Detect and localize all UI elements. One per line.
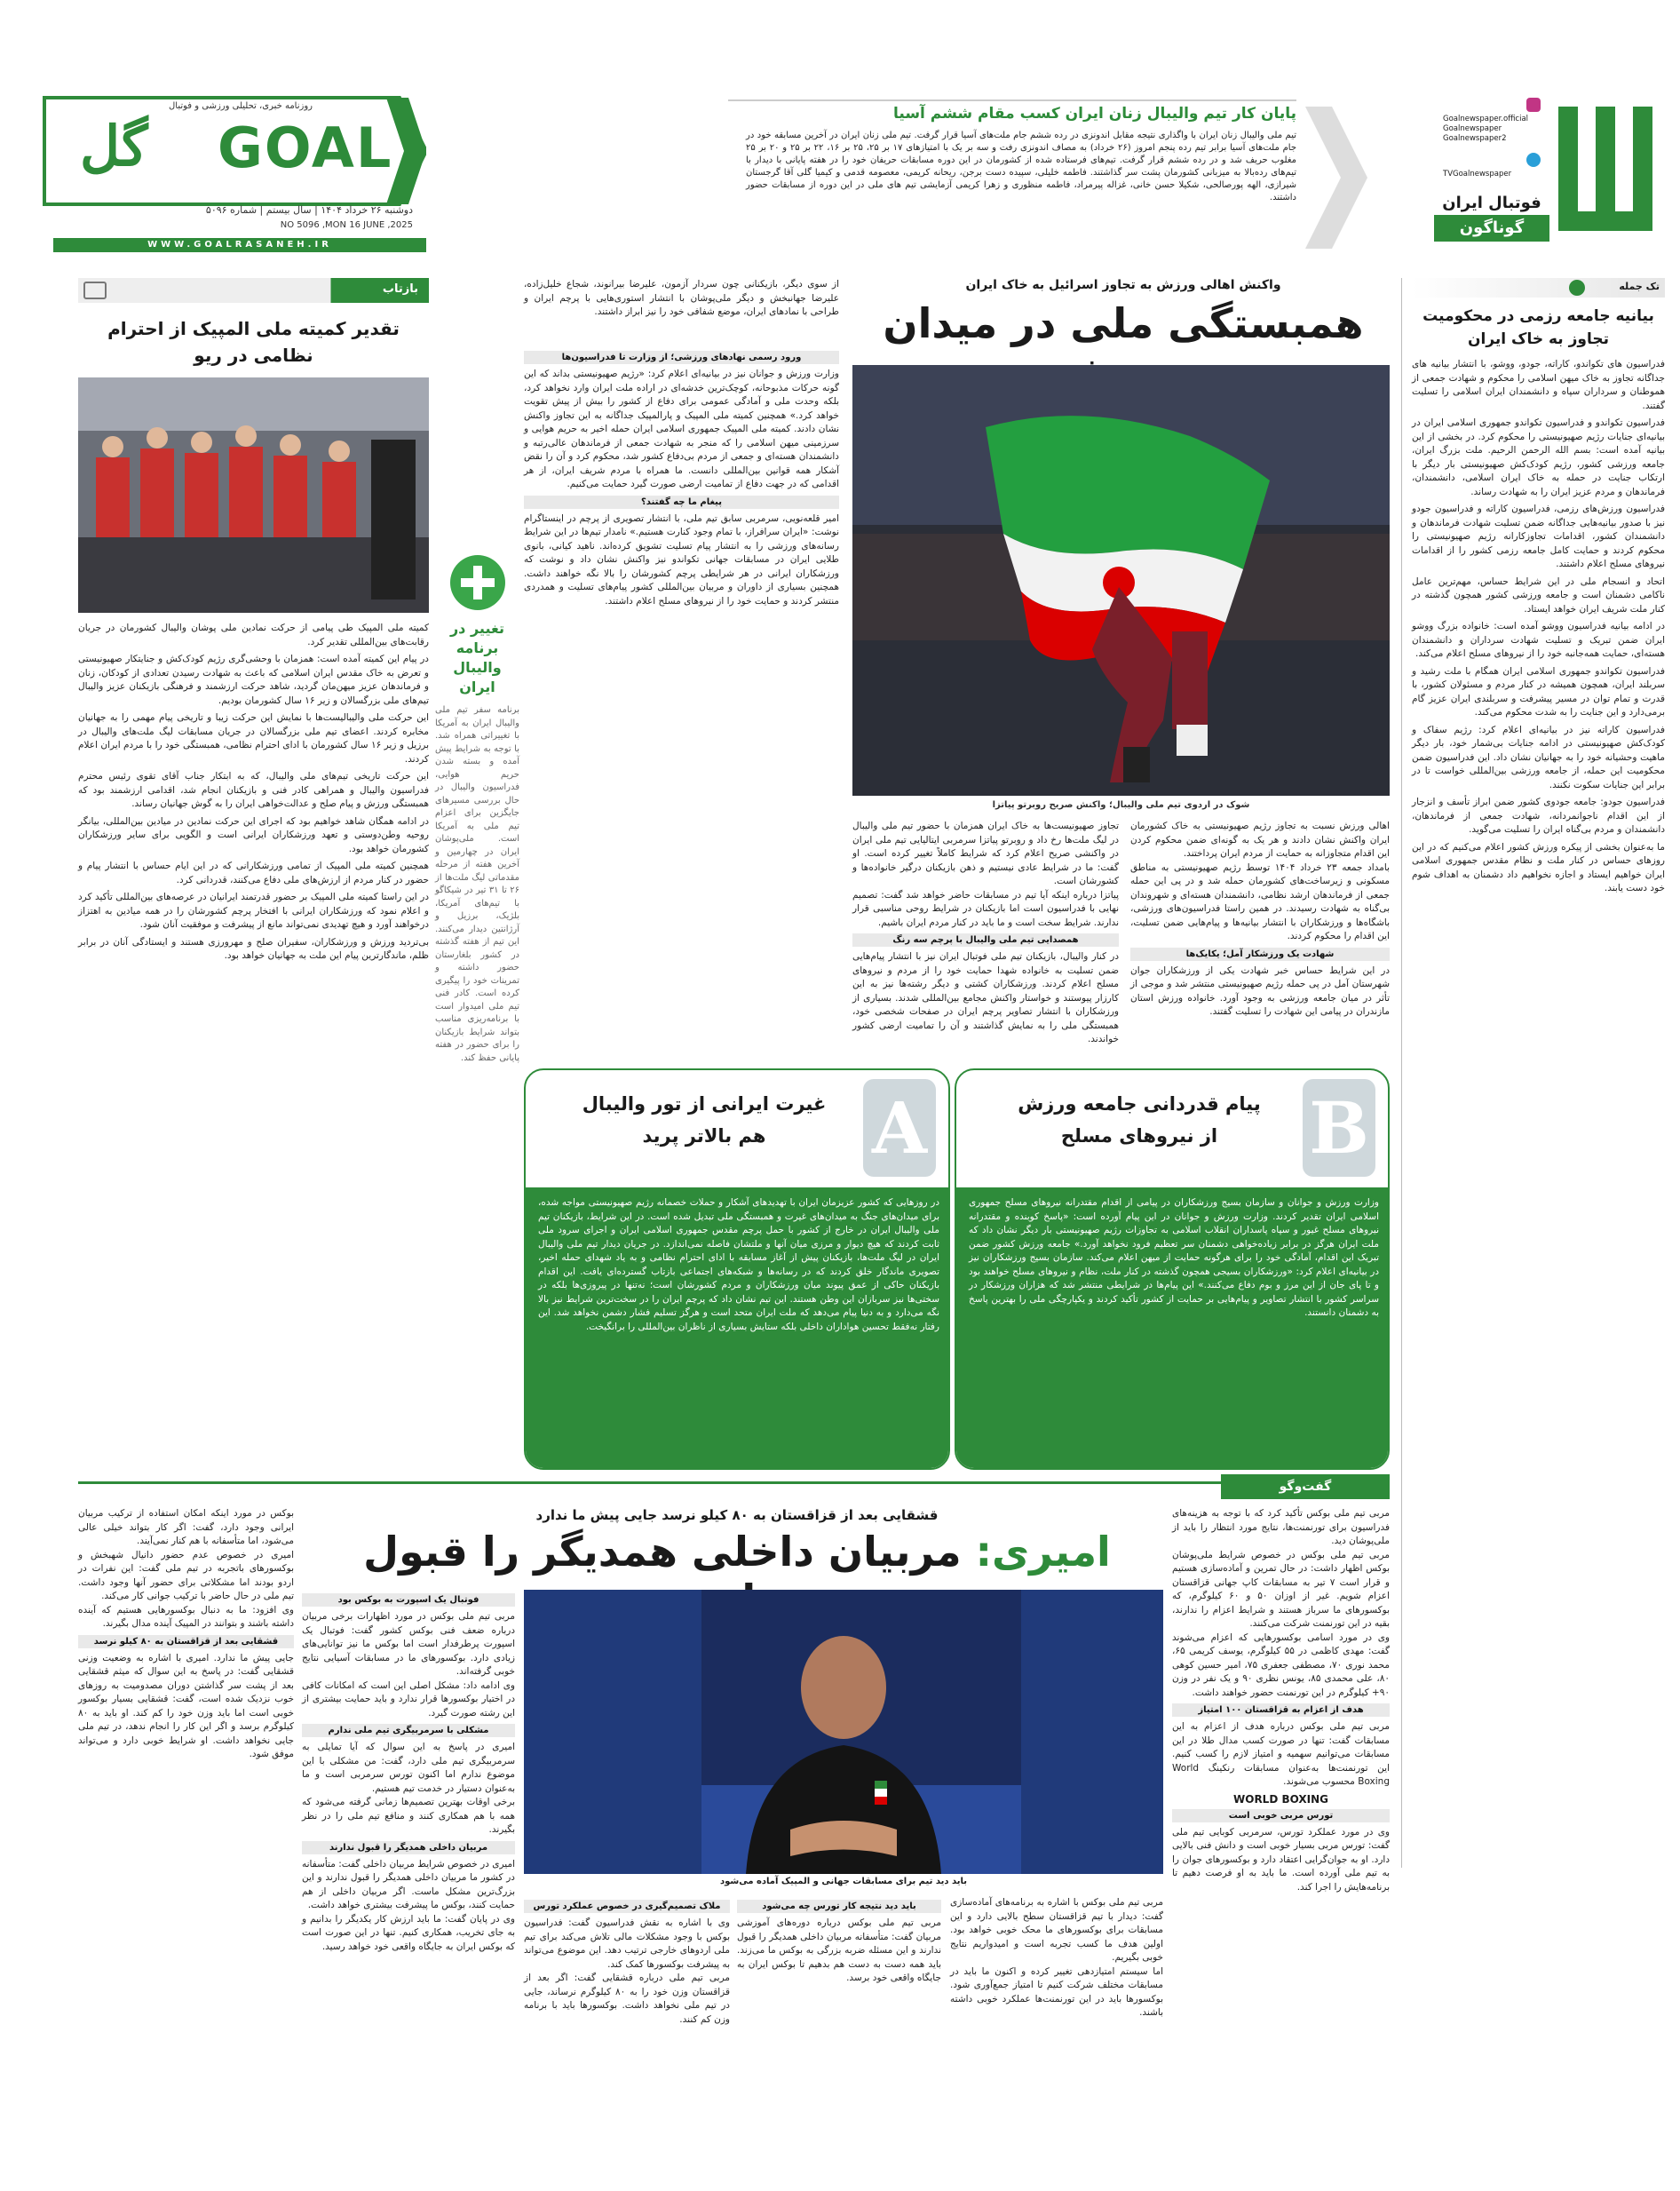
interview-col-4 xyxy=(524,1896,730,2027)
right-tag: تک جمله xyxy=(1619,281,1660,292)
left-tag-bar xyxy=(78,278,429,303)
header-lead xyxy=(435,98,1367,258)
telegram-icon xyxy=(1526,153,1541,167)
box-a-title-2: هم بالاتر پرید xyxy=(642,1125,766,1147)
left-paragraph: در این راستا کمیته ملی المپیک بر حضور قدرتمند ایرانیان در عرصه‌های بین‌المللی تأکید کرد و اعلام نمود که ورزشکاران ایرانی با افتخار پرچم کشورشان را در همه میادین به اهتزاز درخواهند آورد و هیچ تهدیدی نمی‌تواند مانع از پیشرفت و موفقیت آنان شود. xyxy=(78,892,429,930)
masthead xyxy=(0,0,1680,266)
lead-c-text: از سوی دیگر، بازیکنانی چون سردار آزمون، علیرضا بیرانوند، شجاع خلیل‌زاده، علیرضا جهانبخش و دیگر ملی‌پوشان با انتشار استوری‌هایی با پرچم ایران و طراحی با نمادهای ایران، موضع شفافی خود را نیز ابراز داشتند. xyxy=(524,279,839,317)
tag-icon xyxy=(1569,280,1585,296)
interview-sub-7: مربیان داخلی همدیگر را قبول ندارند xyxy=(302,1841,515,1854)
interview-c1-p3: وی در مورد اسامی بوکسورهایی که اعزام می‌شوند گفت: مهدی کاظمی در ۵۵ کیلوگرم، یوسف کریمی ۶۵، محمد نوری ۷۰، مصطفی جعفری ۷۵، امیر حسین کوهی ۸۰، علی محمدی ۸۵، یونس نظری ۹۰ و یک نفر در وزن ۹۰+ کیلوگرم در این تورنمنت حضور خواهند داشت. xyxy=(1172,1631,1390,1698)
goal-logo-block xyxy=(36,89,426,231)
left-body xyxy=(78,622,429,964)
interview-photo xyxy=(524,1590,1163,1874)
lead-kicker: واکنش اهالی ورزش به تجاوز اسرائیل به خاک ایران xyxy=(965,278,1281,292)
right-paragraph: فدراسیون تکواندو جمهوری اسلامی ایران همگام با ملت رشید و سربلند ایران، همچون همیشه در کنار مردم و مسئولان کشور، با قدرت و تمام توان در مسیر پیشرفت و سربلندی ایران عزیز گام برمی‌دارد و این جنایت را به شدت محکوم می‌کند. xyxy=(1412,665,1665,718)
photo-icon xyxy=(83,282,107,299)
team-salute-photo xyxy=(78,377,429,613)
right-title: بیانیه جامعه رزمی در محکومیت تجاوز به خاک ایران xyxy=(1422,307,1654,348)
box-b-body: وزارت ورزش و جوانان و سازمان بسیج ورزشکاران در پیامی از اقدام مقتدرانه نیروهای مسلح جمهوری اسلامی ایران تقدیر کردند. وزارت ورزش و جوانان در این پیام آورده است: «پاسخ کوبنده و مقتدرانه نیروهای مسلح غیور و سپاه پاسداران انقلاب اسلامی به تجاوزات رژیم صهیونیستی بار دیگر نشان داد که ملت ایران هرگز در برابر زیاده‌خواهی دشمنان سر تعظیم فرود نخواهد آورد.» جامعه ورزش کشور ضمن تبریک این اقدام، آمادگی خود را برای هرگونه حمایت از میهن اعلام می‌کند. سازمان بسیج ورزشکاران نیز در بیانیه‌ای اعلام کرد: «ورزشکاران بسیجی همچون گذشته در کنار ملت، نظام و نیروهای مسلح خواهند بود و تا پای جان از این مرز و بوم دفاع می‌کنند.» این پیام‌ها در شرایطی منتشر شد که هزاران ورزشکار در سراسر کشور با انتشار تصاویر و پیام‌هایی بر حمایت از کشور تأکید کردند و یکپارچگی ملی را بهترین پاسخ به دشمنان دانستند. xyxy=(956,1187,1390,1470)
volleyball-team-photo xyxy=(78,377,429,613)
right-body xyxy=(1412,358,1665,896)
interview-c1-p1: مربی تیم ملی بوکس تأکید کرد که با توجه به هزینه‌های فدراسیون برای تورنمنت‌ها، نتایج مورد انتظار را باید از ملی‌پوشان دید. xyxy=(1172,1508,1390,1546)
interview-photo-caption: باید دید تیم برای مسابقات جهانی و المپیک آماده می‌شود xyxy=(719,1877,968,1886)
world-boxing-logo: WORLD BOXING xyxy=(1233,1792,1328,1806)
social-telegram[interactable] xyxy=(1443,153,1541,179)
sub-c1: ورود رسمی نهادهای ورزشی؛ از وزارت تا فدراسیون‌ها xyxy=(524,351,839,364)
right-paragraph: فدراسیون کاراته نیز در بیانیه‌ای اعلام کرد: رژیم سفاک و کودک‌کش صهیونیستی در ادامه جنایات بی‌شمار خود، بار دیگر ماهیت وحشیانه خود را به جهانیان نشان داد. این فدراسیون ضمن محکومیت این حمله، از جامعه ورزشی بین‌المللی خواست تا در برابر این جنایات سکوت نکنند. xyxy=(1412,724,1665,790)
right-column xyxy=(1412,278,1665,1877)
interview-c5-p5: امیری در خصوص شرایط مربیان داخلی گفت: متأسفانه در کشور ما مربیان داخلی همدیگر را قبول ندارند و این بزرگ‌ترین مشکل ماست. اگر مربیان داخلی از هم حمایت کنند، بوکس ما پیشرفت بیشتری خواهد داشت. xyxy=(302,1858,515,1910)
lead-photo xyxy=(852,365,1390,796)
interview-c6-p2: امیری در خصوص عدم حضور دانیال شهبخش و بوکسورهای باتجربه در تیم ملی گفت: این نفرات در اردو بودند اما مشکلاتی برای حضور آنها وجود داشت. تیم ملی در حال حاضر با ترکیب جوانی کار می‌کند. xyxy=(78,1549,294,1601)
lead-col-c xyxy=(524,278,839,320)
left-paragraph: این حرکت ملی والیبالیست‌ها با نمایش این حرکت زیبا و تاریخی پیام مهمی را به جهانیان مخابره کردند. اعضای تیم ملی بزرگسالان در جریان مسابقات لیگ ملت‌های والیبال در برزیل و زیر ۱۶ سال کشورمان با ادای احترام نظامی، همبستگی خود را با مردم ایران اعلام کردند. xyxy=(78,712,430,765)
interview-col-6 xyxy=(78,1507,294,1762)
logo-text: GOAL xyxy=(218,115,393,180)
interview-c6-p3: وی افزود: ما به دنبال بوکسورهایی هستیم که آینده داشته باشند و بتوانند در المپیک آینده مدال بگیرند. xyxy=(78,1604,294,1629)
interview-sub-4: ملاک تصمیم‌گیری در خصوص عملکرد تورس xyxy=(524,1900,730,1913)
lead-story xyxy=(524,278,1390,1060)
box-b-title-1: پیام قدردانی جامعه ورزش xyxy=(1018,1093,1261,1115)
right-paragraph: در ادامه بیانیه فدراسیون ووشو آمده است: خانواده بزرگ ووشو ایران ضمن تبریک و تسلیت شهادت سرداران و دانشمندان هسته‌ای، حمایت همه‌جانبه خود را از نیروهای مسلح اعلام می‌کند. xyxy=(1412,621,1665,659)
interview-col-2 xyxy=(950,1896,1163,2020)
left-tag: بازتاب xyxy=(382,282,418,296)
box-a xyxy=(524,1068,950,1470)
left-column xyxy=(78,278,429,1459)
header-lead-text: تیم ملی والیبال زنان ایران با واگذاری نتیجه مقابل اندونزی در رده ششم جام ملت‌های آسیا قرار گرفت. تیم ملی زنان ایران در آخرین مسابقه خود در جام ملت‌های آسیا برابر تیم رده پنجم امروز (۲۶ خرداد) به مصاف اندونزی رفت و سه بر یک با امتیازهای ۱۷ بر ۲۵، ۲۵ بر ۱۶، ۲۲ بر ۲۵ و ۲۰ بر ۲۵ مغلوب حریف شد و در رده ششم قرار گرفت. تیم‌های فرستاده شده از کشورمان در این دوره مسابقات حریفان خود را در هفته پایانی با دیدار با تیم‌های رده‌بالا به میزبانی کشورمان پشت سر گذاشتند. فاطمه خلیلی، سپیده دست برجن، ریحانه کریمی، معصومه قدمی و کیمیا گلی آقا گرجستان شیرازی، الهه پورصالحی، شکیلا حسن خانی، غزاله پیرمراد، فاطمه منظوری و زهرا کریمی آزمایشی تیم های ملی در این دوره از مسابقات حضور داشتند. xyxy=(746,131,1297,202)
plus-icon xyxy=(450,555,505,610)
website-url[interactable]: WWW.GOALRASANEH.IR xyxy=(147,240,332,250)
lead-b-p1: تجاوز صهیونیست‌ها به خاک ایران همزمان با حضور تیم ملی والیبال در لیگ ملت‌ها رخ داد و روبرتو پیاتزا سرمربی ایتالیایی تیم ملی ایران در واکنشی صریح اعلام کرد که شرایط کاملاً تغییر کرده است. او گفت: ما در شرایط عادی نیستیم و ذهن بازیکنان درگیر خانواده‌ها و کشورشان است. xyxy=(852,821,1119,886)
left-paragraph: در ادامه همگان شاهد خواهیم بود که اجرای این حرکت نمادین در میادین بین‌المللی، بیانگر روحیه وطن‌دوستی و تعهد ورزشکاران ایرانی است و الگویی برای سایر ورزشکاران کشورمان خواهد بود. xyxy=(78,815,429,854)
box-b-letter: B xyxy=(1309,1086,1369,1170)
interview-c5-p4: برخی اوقات بهترین تصمیم‌ها زمانی گرفته می‌شود که همه با هم همکاری کنند و منافع تیم ملی را در نظر بگیرند. xyxy=(302,1797,515,1835)
left-paragraph: همچنین کمیته ملی المپیک از تمامی ورزشکارانی که در این ایام حساس با انتشار پیام و حضور در کنار مردم از ارزش‌های ملی دفاع می‌کنند، قدردانی کرد. xyxy=(78,861,429,885)
lead-col-b xyxy=(852,820,1119,1047)
interview-sub-1: هدف از اعزام به قزاقستان ۱۰۰ امتیاز xyxy=(1172,1703,1390,1717)
interview-tag xyxy=(1221,1474,1390,1499)
sub-b: همصدایی تیم ملی والیبال با پرچم سه رنگ xyxy=(852,933,1119,947)
box-a-title-1: غیرت ایرانی از تور والیبال xyxy=(582,1093,827,1115)
interview-c5-p6: وی در پایان گفت: ما باید ارزش کار یکدیگر را بدانیم و به جای تخریب، همکاری کنیم. تنها در این صورت است که بوکس ایران به جایگاه واقعی خود خواهد رسید. xyxy=(302,1913,515,1952)
right-paragraph: فدراسیون جودو: جامعه جودوی کشور ضمن ابراز تأسف و انزجار از این اقدام ناجوانمردانه، شهادت جمعی از فرماندهان، دانشمندان و مردم بی‌گناه ایران را تسلیت می‌گوید. xyxy=(1412,797,1665,835)
left-paragraph: این حرکت تاریخی تیم‌های ملی والیبال، که به ابتکار جناب آقای تقوی رئیس محترم فدراسیون والیبال و همراهی کادر فنی و بازیکنان انجام شد، اقدامی ارزشمند بود که همبستگی ورزش و پیام صلح و عدالت‌خواهی ایران را به گوش جهانیان رساند. xyxy=(78,771,429,809)
lead-c1-text: وزارت ورزش و جوانان نیز در بیانیه‌ای اعلام کرد: «رژیم صهیونیستی بداند که این گونه حرکات مذبوحانه، کوچک‌ترین خدشه‌ای در اراده ملت ایران وارد نخواهد کرد، بلکه وحدت ملی و آمادگی عمومی برای دفاع از کشور را بیش از پیش تقویت خواهد کرد.» همچنین کمیته ملی المپیک و پارالمپیک جداگانه به این تجاوز واکنش نشان دادند. کمیته ملی المپیک جمهوری اسلامی ایران حمله اخیر به حریم هوایی و سرزمینی میهن اسلامی را که منجر به شهادت جمعی از فرماندهان عالی‌رتبه و دانشمندان هسته‌ای و جمعی از مردم بی‌دفاع کشور شد، محکوم کرد و آن را نقض آشکار همه قوانین بین‌المللی دانست. ما همراه با مردم شریف ایران، از هر اقدامی که در جهت دفاع از تمامیت ارضی صورت گیرد حمایت می‌کنیم. xyxy=(524,369,839,489)
header-arrow-icon xyxy=(1305,107,1367,249)
interview-col-1 xyxy=(1172,1507,1390,1894)
section-badge xyxy=(1399,98,1665,258)
interview-c3-p1: مربی تیم ملی بوکس درباره دوره‌های آموزشی مربیان گفت: متأسفانه مربیان داخلی همدیگر را قبول ندارند و این مسئله ضربه بزرگی به بوکس ما می‌زند. باید همه دست به دست هم بدهیم تا بوکس ایران به جایگاه واقعی خود برسد. xyxy=(737,1917,941,1983)
interview-c1-p4: مربی تیم ملی بوکس درباره هدف از اعزام به این مسابقات گفت: تنها در صورت کسب مدال طلا در این مسابقات می‌توانیم سهمیه و امتیاز لازم را کسب کنیم. این تورنمنت‌ها به‌عنوان مسابقات رنکینگ World Boxing محسوب می‌شوند. xyxy=(1172,1721,1390,1787)
logo-text-fa: گل xyxy=(80,114,148,179)
interview-tag-label: گفت‌وگو xyxy=(1279,1480,1332,1494)
date-en: NO 5096 ,MON 16 JUNE ,2025 xyxy=(280,220,413,230)
telegram-handle: TVGoalnewspaper xyxy=(1443,170,1512,179)
sidebar-body: برنامه سفر تیم ملی والیبال ایران به آمریکا با تغییراتی همراه شد. با توجه به شرایط پیش آمده و بسته شدن حریم هوایی، فدراسیون والیبال در حال بررسی مسیرهای جایگزین برای اعزام تیم ملی به آمریکا است. ملی‌پوشان ایران در چهارمین و آخرین هفته از مرحله مقدماتی لیگ ملت‌ها از ۲۶ تا ۳۱ تیر در شیکاگو با تیم‌های آمریکا، بلژیک، برزیل و آرژانتین دیدار می‌کنند. این تیم از هفته گذشته در کشور بلغارستان حضور داشته و تمرینات خود را پیگیری کرده است. کادر فنی تیم ملی امیدوار است با برنامه‌ریزی مناسب بتواند شرایط بازیکنان را برای حضور در هفته پایانی حفظ کند. xyxy=(435,705,520,1063)
interview-sub-3: باید دید نتیجه کار تورس چه می‌شود xyxy=(737,1900,941,1913)
right-paragraph: فدراسیون های تکواندو، کاراته، جودو، ووشو، با انتشار بیانیه های جداگانه تجاوز به خاک میهن اسلامی را محکوم و شهادت جمعی از هموطنان و سرداران سپاه و دانشمندان ایران اسلامی را تسلیت گفتند. xyxy=(1412,359,1665,411)
section-logo-icon xyxy=(1549,98,1665,258)
lead-b-p2: پیاتزا درباره اینکه آیا تیم در مسابقات حاضر خواهد شد گفت: تصمیم نهایی با فدراسیون است اما بازیکنان در شرایط روحی مناسبی قرار ندارند. شرایط سخت است و ما باید در کنار مردم ایران باشیم. xyxy=(852,889,1119,928)
section-label: فوتبال ایران xyxy=(1442,194,1541,212)
section-label2: گوناگون xyxy=(1434,215,1549,242)
lead-title: همبستگی ملی در میدان xyxy=(883,299,1364,347)
interview-c5-p3: امیری در پاسخ به این سوال که آیا تمایلی به سرمربیگری تیم ملی دارد، گفت: من مشکلی با این موضوع ندارم اما اکنون تورس سرمربی است و ما به‌عنوان دستیار در خدمت تیم هستیم. xyxy=(302,1742,515,1794)
left-paragraph: در پیام این کمیته آمده است: همزمان با وحشی‌گری رژیم کودک‌کش و جنایتکار صهیونیستی و تعرض به خاک مقدس ایران اسلامی که باعث به شهادت رسیدن تعدادی از کودکان، زنان و فرماندهان عزیز میهن‌مان گردید، شاهد حرکت ارزشمند و فرهنگی بازیکنان عزیز والیبال تیم‌های ملی بزرگسالان و زیر ۱۶ سال کشورمان بودیم. xyxy=(78,654,429,706)
interview-c1-p5: وی در مورد عملکرد تورس، سرمربی کوبایی تیم ملی گفت: تورس مربی بسیار خوبی است و دانش فنی بالایی دارد. او به جوان‌گرایی اعتقاد دارد و بوکسورهای جوان را به تیم ملی آورده است. ما باید به او فرصت دهیم تا برنامه‌هایش را اجرا کند. xyxy=(1172,1826,1390,1893)
interview-c4-p2: مربی تیم ملی درباره قشقایی گفت: اگر بعد از قزاقستان وزن خود را به ۸۰ کیلوگرم نرساند، جایی در تیم ملی نخواهد داشت. بوکسورها باید با برنامه وزن کم کنند. xyxy=(524,1973,730,2025)
sidebar-title: تغییر در برنامه والیبال ایران xyxy=(449,620,505,695)
website-bar xyxy=(53,238,426,252)
column-divider xyxy=(1401,278,1402,1868)
lead-col-c1 xyxy=(524,347,839,608)
box-a-letter-bg xyxy=(863,1079,936,1177)
box-b-letter-bg xyxy=(1303,1079,1375,1177)
right-paragraph: فدراسیون تکواندو و فدراسیون تکواندو جمهوری اسلامی ایران در بیانیه‌ای جنایات رژیم صهیونیستی را محکوم کرد. در بخشی از این بیانیه آمده است: بسم الله الرحمن الرحیم. ملت بزرگ ایران، جامعه ورزشی کشور، رژیم کودک‌کش صهیونیستی بار دیگر با ارتکاب جنایت در حمله به خاک ایران اسلامی، دانشمندان، فرماندهان و مردم عزیز ایران را به شهادت رساند. xyxy=(1412,417,1665,497)
interview-title-rest: مربیان داخلی همدیگر را قبول xyxy=(363,1528,962,1576)
lead-a-p2: بامداد جمعه ۲۳ خرداد ۱۴۰۴ توسط رژیم صهیونیستی به مناطق مسکونی و زیرساخت‌های کشورمان حمله شد و در پی این حمله جمعی از فرماندهان ارشد نظامی، دانشمندان هسته‌ای و شهروندان بی‌گناه به شهادت رسیدند. در همین راستا فدراسیون‌های ورزشی، باشگاه‌ها و ورزشکاران با انتشار بیانیه‌ها و پیام‌هایی ضمن تسلیت، این اقدام را محکوم کردند. xyxy=(1130,861,1390,941)
box-a-body: در روزهایی که کشور عزیزمان ایران با تهدیدهای آشکار و حملات خصمانه رژیم صهیونیستی مواجه شده، برای میدان‌های جنگ به میدان‌های غیرت و همبستگی ملی تبدیل شده است. در این شرایط، بازیکنان تیم ملی والیبال ایران در خارج از کشور با حمل پرچم مقدس جمهوری اسلامی ایران و اجرای سرود ملی ثابت کردند که هیچ دیوار و مرزی میان آنها و ملتشان فاصله نمی‌اندازد. در جریان دیدار تیم ملی والیبال ایران در لیگ ملت‌ها، بازیکنان پیش از آغاز مسابقه با ادای احترام نظامی و به یاد شهدای حمله اخیر، تصویری ماندگار خلق کردند که در رسانه‌ها و شبکه‌های اجتماعی بازتاب گسترده‌ای یافت. این اقدام بازیکنان حاکی از عمق پیوند میان ورزشکاران و مردم کشورشان است؛ نه‌تنها در پیروزی‌ها بلکه در سختی‌ها نیز سربازان این وطن هستند. این تیم نشان داد که پرچم ایران را در سخت‌ترین شرایط نیز بالا نگه می‌دارد و به دنیا پیام می‌دهد که ملت ایران متحد است و هرگز تسلیم فشار دشمن نخواهد شد. این رفتار نه‌فقط تحسین هواداران داخلی بلکه ستایش بسیاری از ناظران بین‌المللی را برانگیخت. xyxy=(526,1187,950,1470)
interview-sub-6: مشکلی با سرمربیگری تیم ملی ندارم xyxy=(302,1724,515,1737)
sub-c2: پیغام ما چه گفتند؟ xyxy=(524,496,839,509)
interview-c5-p2: وی ادامه داد: مشکل اصلی این است که امکانات کافی در اختیار بوکسورها قرار ندارد و باید حمایت بیشتری از این رشته صورت گیرد. xyxy=(302,1679,515,1719)
box-b-title-2: از نیروهای مسلح xyxy=(1060,1125,1218,1147)
instagram-handle: Goalnewspaper.official Goalnewspaper Goalnewspaper2 xyxy=(1443,115,1529,143)
interview-c5-p1: مربی تیم ملی بوکس در مورد اظهارات برخی مربیان درباره ضعف فنی بوکس کشور گفت: فوتبال یک اسپورت پرطرفدار است اما بوکس ما نیز توانایی‌های زیادی دارد. بوکسورهای ما در مسابقات آسیایی نتایج خوبی گرفته‌اند. xyxy=(302,1611,515,1677)
interview-sub-5: فوتبال یک اسپورت به بوکس بود xyxy=(302,1593,515,1607)
flag-wrestler-photo xyxy=(852,365,1390,796)
interview-c2-p2: اما سیستم امتیازدهی تغییر کرده و اکنون ما باید در مسابقات مختلف شرکت کنیم تا امتیاز جمع‌آوری شود. بوکسورها باید در این تورنمنت‌ها عملکرد خوبی داشته باشند. xyxy=(950,1965,1163,2018)
interview-c2-p1: مربی تیم ملی بوکس با اشاره به برنامه‌های آماده‌سازی گفت: دیدار با تیم قزاقستان سطح بالایی دارد و این مسابقات برای بوکسورهای ما محک خوبی خواهد بود. اولین هدف ما کسب تجربه است و امیدواریم نتایج خوبی بگیریم. xyxy=(950,1897,1163,1963)
interview-c6-p4: جایی پیش ما ندارد. امیری با اشاره به وضعیت وزنی قشقایی گفت: در پاسخ به این سوال که میثم قشقایی بعد از پشت سر گذاشتن دوران مصدومیت به روزهای خوب نزدیک شده است، گفت: قشقایی بسیار بوکسور خوبی است اما باید وزن خود را کم کند. او باید به ۸۰ کیلوگرم برسد و اگر این کار را انجام ندهد، در تیم ملی جایی نخواهد داشت. او شرایط خوبی دارد و می‌تواند موفق شود. xyxy=(78,1652,294,1759)
interview-kicker: قشقایی بعد از قزاقستان به ۸۰ کیلو نرسد جایی پیش ما ندارد xyxy=(535,1507,939,1523)
right-paragraph: اتحاد و انسجام ملی در این شرایط حساس، مهم‌ترین عامل ناکامی دشمنان است و جامعه ورزشی کشور همچون گذشته در کنار ملت شریف ایران خواهد ایستاد. xyxy=(1412,576,1665,615)
interview-col-5 xyxy=(302,1590,515,1954)
left-title: تقدیر کمیته ملی المپیک از احترام نظامی در ریو xyxy=(107,318,400,366)
right-paragraph: فدراسیون ورزش‌های رزمی، فدراسیون کاراته و فدراسیون جودو نیز با صدور بیانیه‌هایی جداگانه ضمن تسلیت شهادت فرماندهان و دانشمندان کشور، اقدامات تجاوزکارانه رژیم صهیونیستی را محکوم کردند و حمایت کامل جامعه رزمی کشور را از اقدامات نیروهای مسلح اعلام داشتند. xyxy=(1412,504,1665,569)
social-instagram[interactable] xyxy=(1443,98,1541,144)
lead-a-p1: اهالی ورزش نسبت به تجاوز رژیم صهیونیستی به خاک کشورمان ایران واکنش نشان دادند و هر یک به گونه‌ای ضمن محکوم کردن این اقدام متجاوزانه به حمایت از مردم ایران پرداختند. xyxy=(1130,821,1390,859)
interview-sub-8: قشقایی بعد از قزاقستان به ۸۰ کیلو نرسد xyxy=(78,1635,294,1648)
lead-a-p3: در این شرایط حساس خبر شهادت یکی از ورزشکاران جوان شهرستان آمل در پی حمله رژیم صهیونیستی منتشر شد و موجی از تأثر در میان جامعه ورزشی به وجود آورد. خانواده ورزش استان مازندران در پیامی این شهادت را تسلیت گفتند. xyxy=(1130,965,1390,1017)
interview-c6-p1: بوکس در مورد اینکه امکان استفاده از ترکیب مربیان ایرانی وجود دارد، گفت: اگر کار بتواند خیلی عالی می‌شود، اما متأسفانه با هم کنار نمی‌آیند. xyxy=(78,1508,294,1546)
photo-caption-top: شوک در اردوی تیم ملی والیبال؛ واکنش صریح روبرتو پیاتزا xyxy=(992,800,1250,810)
left-paragraph: کمیته ملی المپیک طی پیامی از حرکت نمادین ملی پوشان والیبال کشورمان در جریان رقابت‌های بین‌المللی تقدیر کرد. xyxy=(78,623,429,647)
tagline: روزنامه خبری، تحلیلی ورزشی و فوتبال xyxy=(169,101,313,111)
box-a-letter: A xyxy=(871,1086,928,1170)
lead-c2-text: امیر قلعه‌نویی، سرمربی سابق تیم ملی، با انتشار تصویری از پرچم در اینستاگرام نوشت: «ایران سرافراز، با تمام وجود کنارت هستیم.» نامدار تیم‌ها در این شرایط رسانه‌های ورزشی را به انتشار پیام تسلیت تشویق کرده‌اند. ناهید کیانی، بانوی طلایی ایران در مسابقات جهانی تکواندو نیز واکنش نشان داد و نوشت که ورزشکاران ایرانی در هر شرایطی پرچم کشورشان را بالا نگه خواهند داشت. همچنین بسیاری از داوران و مربیان بین‌المللی کشور پیام‌های تسلیت و همدردی منتشر کردند و حمایت خود را از نیروهای مسلح اعلام داشتند. xyxy=(524,512,839,607)
interview-c1-p2: مربی تیم ملی بوکس در خصوص شرایط ملی‌پوشان بوکس اظهار داشت: در حال تمرین و آماده‌سازی هستیم و قرار است ۷ تیر به مسابقات کاپ جهانی قزاقستان اعزام شویم. غیر از اوزان ۵۰ و ۶۰ کیلوگرم، که بوکسورهای ما سرباز هستند و شرایط اعزام را ندارند، بقیه در این تورنمنت شرکت می‌کنند. xyxy=(1172,1549,1390,1629)
interview-sub-2: تورس مربی خوبی است xyxy=(1172,1809,1390,1822)
lead-b-p3: در کنار والیبال، بازیکنان تیم ملی فوتبال ایران نیز با انتشار پیام‌هایی ضمن تسلیت به خانواده شهدا حمایت خود را از مردم و نیروهای مسلح اعلام کردند. ورزشکاران کشتی و دیگر رشته‌ها نیز به این کارزار پیوستند و خواستار واکنش مجامع بین‌المللی شدند. بسیاری از ورزشکاران با انتشار تصاویر پرچم ایران در صفحات شخصی خود، همبستگی ملی را به نمایش گذاشتند و آن را تمامیت ارضی کشور خواندند. xyxy=(852,951,1119,1044)
boxing-coach-photo xyxy=(524,1590,1163,1874)
sub-a: شهادت یک ورزشکار آمل؛ یکایک‌ها xyxy=(1130,948,1390,961)
interview-c4-p1: وی با اشاره به نقش فدراسیون گفت: فدراسیون بوکس با وجود مشکلات مالی تلاش می‌کند برای تیم ملی اردوهای خارجی ترتیب دهد. این موضوع می‌تواند به پیشرفت بوکسورها کمک کند. xyxy=(524,1917,730,1970)
right-tag-bar xyxy=(1412,278,1665,298)
box-b xyxy=(955,1068,1390,1470)
right-paragraph: ما به‌عنوان بخشی از پیکره ورزش کشور اعلام می‌کنیم که در این روزهای حساس در کنار ملت و نظام مقدس جمهوری اسلامی ایران خواهیم ایستاد و اجازه نخواهیم داد دشمنان به اهداف شوم خود دست یابند. xyxy=(1412,841,1665,893)
header-lead-title: پایان کار تیم والیبال زنان ایران کسب مقام ششم آسیا xyxy=(893,105,1296,123)
interview-col-3 xyxy=(737,1896,941,1986)
lead-col-a xyxy=(1130,820,1390,1020)
interview-tag-bar xyxy=(78,1481,1390,1484)
left-paragraph: بی‌تردید ورزش و ورزشکاران، سفیران صلح و مهرورزی هستند و ایستادگی آنان در برابر ظلم، ماندگارترین پیام این ملت به جهانیان خواهد بود. xyxy=(78,936,429,961)
instagram-icon xyxy=(1526,98,1541,112)
sidebar-green xyxy=(435,555,519,1248)
date-fa: دوشنبه ۲۶ خرداد ۱۴۰۴ | سال بیستم | شماره ۵۰۹۶ xyxy=(205,204,413,216)
interview-title-accent: امیری: xyxy=(975,1528,1111,1576)
